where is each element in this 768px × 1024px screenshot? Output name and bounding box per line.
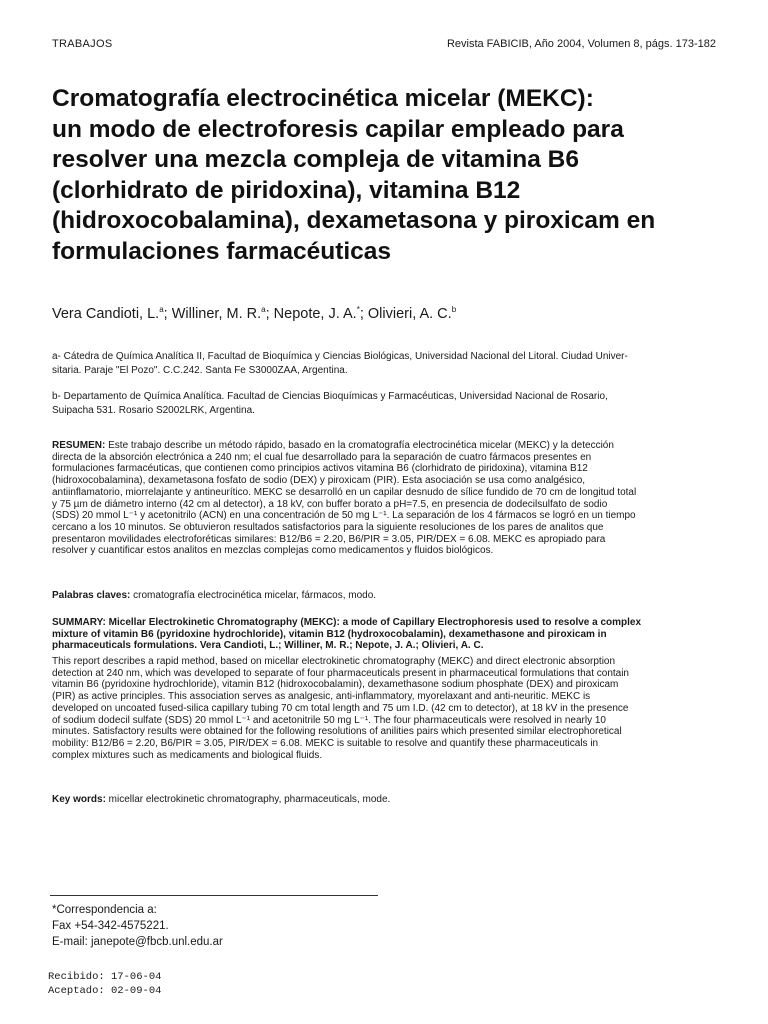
correspondence-line: *Correspondencia a: bbox=[52, 904, 157, 916]
author-mark: b bbox=[451, 305, 457, 315]
affiliation-line: sitaria. Paraje "El Pozo". C.C.242. Santa Fe S3000ZAA, Argentina. bbox=[52, 364, 348, 376]
summary-line: (PIR) as active principles. This association serves as analgesic, anti-inflammatory, myorelaxant and anti-neuritic. MEKC is bbox=[52, 691, 591, 703]
summary-head-text: Micellar Electrokinetic Chromatography (MEKC): a mode of Capillary Electrophoresis used to resolve a complex bbox=[105, 617, 642, 628]
abstract-line: presentaron movilidades electroforéticas similares: B12/B6 = 2.20, B6/PIR = 3.05, PIR/DEX = 6.08. MEKC es apropiado para bbox=[52, 533, 606, 545]
abstract-line: (SDS) 20 mmol L⁻¹ y acetonitrilo (ACN) en una concentración de 50 mg L⁻¹. La separación de los 4 fármacos se logró en un tiempo bbox=[52, 510, 636, 522]
title-line: (clorhidrato de piridoxina), vitamina B12 bbox=[52, 176, 521, 204]
summary-line: complex mixtures such as medicaments and biological fluids. bbox=[52, 749, 323, 761]
keywords-label: Key words: bbox=[52, 794, 106, 805]
title-line: Cromatografía electrocinética micelar (MEKC): bbox=[52, 85, 594, 112]
affiliation-a bbox=[52, 350, 732, 377]
footnote-divider bbox=[50, 895, 378, 896]
keywords-text: micellar electrokinetic chromatography, pharmaceuticals, mode. bbox=[105, 794, 391, 805]
summary-head-line: pharmaceuticals formulations. Vera Candioti, L.; Williner, M. R.; Nepote, J. A.; Olivieri, A. C. bbox=[52, 640, 484, 652]
title-line: resolver una mezcla compleja de vitamina B6 bbox=[52, 146, 579, 173]
title-line: formulaciones farmacéuticas bbox=[52, 237, 392, 265]
abstract-english bbox=[52, 656, 732, 761]
section-label: TRABAJOS bbox=[52, 38, 113, 50]
abstract-text: Este trabajo describe un método rápido, basado en la cromatografía electrocinética micelar (MEKC) y la detección bbox=[105, 440, 614, 451]
abstract-label: RESUMEN: bbox=[52, 440, 106, 451]
summary-line: This report describes a rapid method, based on micellar electrokinetic chromatography (MEKC) and direct electronic absorption bbox=[52, 656, 616, 667]
received-date: Recibido: 17-06-04 bbox=[48, 971, 162, 983]
author-name: Nepote, J. A. bbox=[273, 306, 357, 322]
author-name: Olivieri, A. C. bbox=[367, 306, 452, 322]
journal-citation: Revista FABICIB, Año 2004, Volumen 8, págs. 173-182 bbox=[446, 38, 716, 50]
abstract-line: y 75 µm de diámetro interno (42 cm al detector), a 18 kV, con buffer borato a pH=7.5, en presencia de dodecilsulfato de sodio bbox=[52, 498, 608, 510]
summary-head-line bbox=[52, 617, 732, 629]
abstract-spanish bbox=[52, 440, 732, 557]
submission-dates bbox=[48, 970, 161, 998]
affiliation-b bbox=[52, 390, 732, 417]
affiliation-line: b- Departamento de Química Analítica. Facultad de Ciencias Bioquímicas y Farmacéuticas, Universidad Nacional de Rosario, bbox=[52, 391, 608, 402]
affiliation-line: Suipacha 531. Rosario S2002LRK, Argentina. bbox=[52, 404, 255, 416]
summary-line: minutes. Satisfactory results were obtained for the following resolutions of anilities pairs which presented similar electrophoretical bbox=[52, 726, 622, 738]
author-mark: a bbox=[261, 305, 266, 315]
correspondence-email: E-mail: janepote@fbcb.unl.edu.ar bbox=[52, 936, 223, 948]
keywords-spanish bbox=[52, 590, 732, 602]
summary-line: vitamin B6 (pyridoxine hydrochloride), vitamin B12 (hidroxocobalamin), dexamethasone sodium phosphate (DEX) and piroxicam bbox=[52, 679, 619, 691]
abstract-line: directa de la absorción electrónica a 240 nm; el cual fue desarrollado para la separación de cuatro fármacos presentes en bbox=[52, 451, 592, 463]
author-mark: a bbox=[159, 305, 164, 315]
correspondence-line: Fax +54-342-4575221. bbox=[52, 920, 169, 932]
abstract-line: antiinflamatorio, miorrelajante y antineurítico. MEKC se desarrolló en un capilar desnudo de sílice fundido de 70 cm de longitud total bbox=[52, 486, 637, 498]
abstract-line: formulaciones farmacéuticas, que contienen como principios activos vitamina B6 (clorhidrato de piridoxina), vitamina B12 bbox=[52, 463, 588, 475]
summary-head-line: mixture of vitamin B6 (pyridoxine hydrochloride), vitamin B12 (hydroxocobalamin), dexamethasone and piroxicam in bbox=[52, 628, 607, 640]
author-name: Vera Candioti, L. bbox=[52, 306, 160, 322]
abstract-line: (hidroxocobalamina), dexametasona fosfato de sodio (DEX) y piroxicam (PIR). Esta asociación se usa como analgésico, bbox=[52, 475, 586, 487]
author-name: Williner, M. R. bbox=[171, 306, 262, 322]
affiliation-line: a- Cátedra de Química Analítica II, Facultad de Bioquímica y Ciencias Biológicas, Universidad Nacional del Litoral. Ciudad Univer- bbox=[52, 351, 628, 362]
author-list: Vera Candioti, L.$^a$; Williner, M. R.$^a$; Nepote, J. A.*; Olivieri, A. C.$^b$ bbox=[52, 305, 457, 322]
abstract-line: resolver y cuantificar estos analitos en mezclas complejas como medicamentos y fluidos biológicos. bbox=[52, 545, 494, 557]
abstract-line: cercano a los 10 minutos. Se obtuvieron resultados satisfactorios para la siguiente resoluciones de los pares de analitos que bbox=[52, 521, 604, 533]
author-mark: * bbox=[356, 305, 360, 315]
keywords-label: Palabras claves: bbox=[52, 590, 131, 601]
summary-line: developed on uncoated fused-silica capillary tubing 70 cm total length and 75 um I.D. (42 cm to detector), at 18 kV in the presence bbox=[52, 702, 629, 714]
summary-heading bbox=[52, 617, 732, 652]
article-title bbox=[52, 84, 722, 267]
summary-line: mobility: B12/B6 = 2.20, B6/PIR = 3.05, PIR/DEX = 6.08. MEKC is suitable to resolve and quantify these pharmaceuticals in bbox=[52, 737, 599, 749]
abstract-line bbox=[52, 440, 732, 452]
summary-line: detection at 240 nm, which was developed to separate of four pharmaceuticals present in pharmaceutical formulations that contain bbox=[52, 667, 629, 679]
title-line: (hidroxocobalamina), dexametasona y piroxicam en bbox=[52, 207, 656, 234]
title-line: un modo de electroforesis capilar empleado para bbox=[52, 115, 624, 143]
accepted-date: Aceptado: 02-09-04 bbox=[48, 985, 162, 997]
summary-label: SUMMARY: bbox=[52, 617, 106, 628]
keywords-text: cromatografía electrocinética micelar, fármacos, modo. bbox=[130, 590, 377, 601]
keywords-english bbox=[52, 794, 732, 806]
summary-line: of sodium dodecil sulfate (SDS) 20 mmol L⁻¹ and acetonitrile 50 mg L⁻¹. The four pharmaceuticals were resolved in nearly 10 bbox=[52, 714, 606, 726]
correspondence-footnote bbox=[52, 902, 452, 950]
